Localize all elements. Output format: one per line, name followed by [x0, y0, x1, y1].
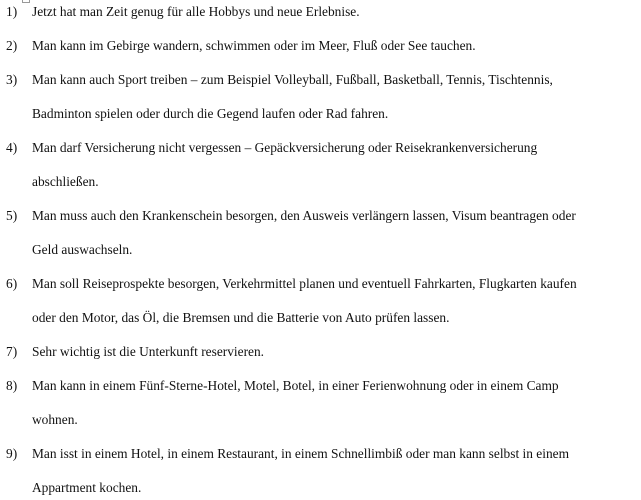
list-text-line: Geld auswachseln.: [32, 242, 133, 257]
text-boundary-mark: [22, 0, 30, 3]
list-text-line: oder den Motor, das Öl, die Bremsen und die Batterie von Auto prüfen lassen.: [32, 310, 450, 325]
list-number: 8): [6, 378, 18, 393]
list-number: 5): [6, 208, 18, 223]
list-number: 3): [6, 72, 18, 87]
list-text-line: Badminton spielen oder durch die Gegend laufen oder Rad fahren.: [32, 106, 389, 121]
list-number: 6): [6, 276, 18, 291]
list-text-line: Sehr wichtig ist die Unterkunft reservieren.: [32, 344, 265, 359]
list-text-line: Man soll Reiseprospekte besorgen, Verkehrmittel planen und eventuell Fahrkarten, Flugkarten kaufen: [32, 276, 577, 291]
list-text-line: Man muss auch den Krankenschein besorgen, den Ausweis verlängern lassen, Visum beantragen oder: [32, 208, 576, 223]
list-text-line: Appartment kochen.: [32, 480, 142, 495]
list-text-line: Man isst in einem Hotel, in einem Restaurant, in einem Schnellimbiß oder man kann selbst in einem: [32, 446, 570, 461]
list-number: 1): [6, 4, 18, 19]
list-text-line: Man kann im Gebirge wandern, schwimmen oder im Meer, Fluß oder See tauchen.: [32, 38, 476, 53]
list-text-line: wohnen.: [32, 412, 78, 427]
list-text-line: Man kann auch Sport treiben – zum Beispiel Volleyball, Fußball, Basketball, Tennis, Tischtennis,: [32, 72, 553, 87]
list-text-line: Jetzt hat man Zeit genug für alle Hobbys und neue Erlebnise.: [32, 4, 360, 19]
list-text-line: Man darf Versicherung nicht vergessen – Gepäckversicherung oder Reisekrankenversicherung: [32, 140, 538, 155]
list-text-line: abschließen.: [32, 174, 99, 189]
list-number: 2): [6, 38, 18, 53]
list-text-line: Man kann in einem Fünf-Sterne-Hotel, Motel, Botel, in einer Ferienwohnung oder in einem Camp: [32, 378, 559, 393]
list-number: 9): [6, 446, 18, 461]
list-number: 4): [6, 140, 18, 155]
list-number: 7): [6, 344, 18, 359]
